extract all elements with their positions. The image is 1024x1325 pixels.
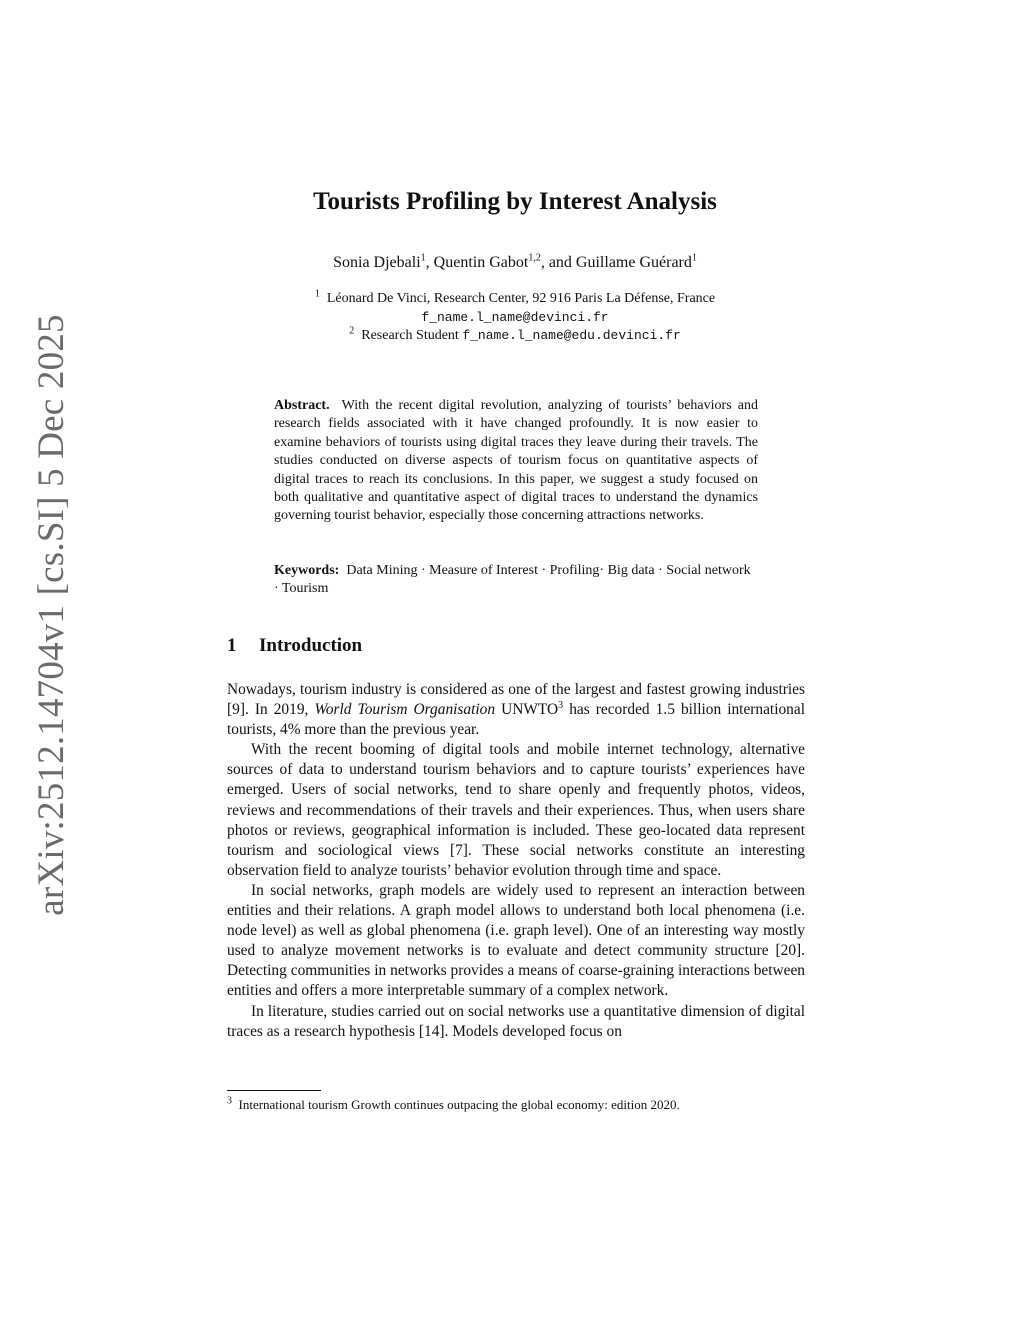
paper-title: Tourists Profiling by Interest Analysis [313, 188, 717, 215]
abstract-label: Abstract. [274, 398, 330, 413]
affiliation-2 [200, 327, 830, 345]
arxiv-identifier-stamp: arXiv:2512.14704v1 [cs.SI] 5 Dec 2025 [31, 314, 72, 916]
paragraph-text: Nowadays, tourism industry is considered as one of the largest and fastest growing industries [9]. In 2019, [227, 681, 805, 719]
affiliation-email: f_name.l_name@edu.devinci.fr [462, 328, 681, 343]
footnote-rule [227, 1090, 321, 1091]
abstract-text: With the recent digital revolution, analyzing of tourists’ behaviors and research fields associated with it have changed profoundly. It is now easier to examine behaviors of tourists using digital traces they leave during their travels. The studies conducted on diverse aspects of tourism focus on quantitative aspects of digital traces to reach its conclusions. In this paper, we suggest a study focused on both qualitative and quantitative aspect of digital traces to understand the dynamics governing tourist behavior, especially those concerning attractions networks. [274, 398, 759, 524]
affiliation-mark: 1 [314, 288, 320, 300]
footnote-text: International tourism Growth continues outpacing the global economy: edition 2020. [238, 1097, 680, 1112]
author-list [200, 252, 830, 274]
paragraph-text: UNWTO [501, 701, 559, 719]
author-name: Guillame Guérard [575, 254, 692, 271]
section-heading [227, 633, 362, 659]
affiliation-text: Léonard De Vinci, Research Center, 92 916 Paris La Défense, France [326, 291, 716, 306]
author-affiliation-mark: 1 [691, 252, 697, 264]
abstract [274, 397, 758, 526]
footnote-mark: 3 [227, 1095, 232, 1107]
affiliation-mark: 2 [349, 325, 355, 337]
affiliation-text: Research Student [361, 328, 459, 343]
section-number: 1 [227, 635, 237, 656]
author-name: Quentin Gabot [433, 254, 529, 271]
section-body [227, 680, 805, 1042]
author-affiliation-mark: 1,2 [528, 252, 541, 264]
author-separator: , and [540, 254, 576, 271]
affiliation-1-email-line [200, 309, 830, 327]
paragraph-italic: World Tourism Organisation [314, 701, 496, 719]
paragraph: In literature, studies carried out on social networks use a quantitative dimension of digital traces as a research hypothesis [14]. Models developed focus on [227, 1002, 805, 1040]
paragraph: In social networks, graph models are widely used to represent an interaction between entities and their relations. A graph model allows to understand both local phenomena (i.e. node level) as well as global phenomena (i.e. graph level). One of an interesting way mostly used to analyze movement networks is to evaluate and detect community structure [20]. Detecting communities in networks provides a means of coarse-graining interactions between entities and offers a more interpretable summary of a complex network. [227, 881, 805, 1000]
paragraph: With the recent booming of digital tools and mobile internet technology, alternative sources of data to understand tourism behaviors and to capture tourists’ experiences have emerged. Users of social networks, tend to share openly and frequently photos, videos, reviews and recommendations of their travels and their experiences. Thus, when users share photos or reviews, geographical information is included. These geo-located data represent tourism and sociological views [7]. These social networks constitute an interesting observation field to analyze tourists’ behavior evolution through time and space. [227, 741, 805, 879]
keywords-label: Keywords: [274, 563, 340, 578]
footnote-reference: 3 [558, 699, 564, 711]
author-name: Sonia Djebali [333, 254, 421, 271]
author-affiliation-mark: 1 [420, 252, 426, 264]
keywords [274, 562, 758, 599]
affiliation-email: f_name.l_name@devinci.fr [421, 310, 609, 325]
section-title: Introduction [259, 635, 363, 656]
footnote [227, 1096, 827, 1113]
paragraph-text: has recorded 1.5 billion international tourists, 4% more than the previous year. [227, 701, 805, 739]
paragraph [227, 680, 805, 740]
author-separator: , [425, 254, 434, 271]
keywords-text: Data Mining · Measure of Interest · Profiling· Big data · Social network · Tourism [274, 563, 751, 597]
affiliation-1 [200, 290, 830, 308]
